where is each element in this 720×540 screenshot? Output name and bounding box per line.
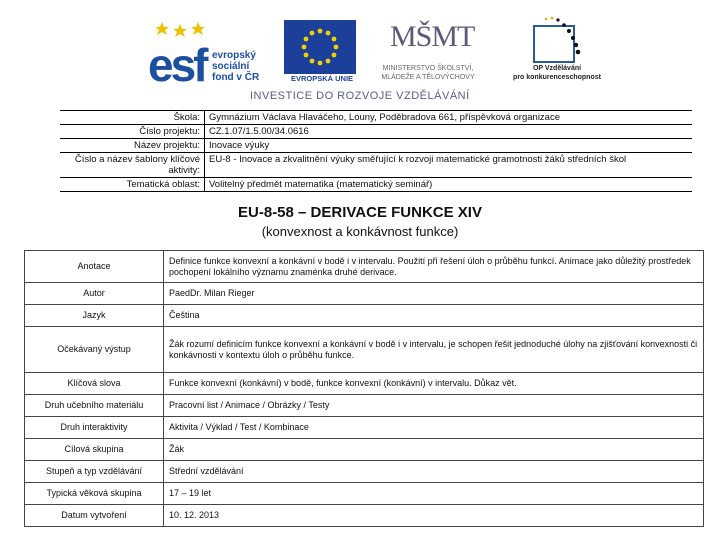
table-row (60, 111, 692, 125)
table-row (25, 483, 704, 505)
opvk-caption (494, 64, 620, 82)
info-label: Číslo a název šablony klíčové aktivity: (60, 153, 205, 178)
table-row (25, 417, 704, 439)
esf-logo (148, 20, 278, 91)
meta-value: Žák (164, 439, 704, 461)
info-label: Číslo projektu: (60, 125, 205, 139)
esf-caption (212, 50, 259, 83)
esf-line: sociální (212, 61, 250, 72)
esf-line: fond v ČR (212, 72, 260, 83)
meta-value: Funkce konvexní (konkávní) v bodě, funkce konvexní (konkávní) v intervalu. Důkaz vět. (164, 373, 704, 395)
metadata-table (24, 250, 704, 527)
table-row (25, 461, 704, 483)
info-label: Tematická oblast: (60, 178, 205, 192)
invest-slogan: INVESTICE DO ROZVOJE VZDĚLÁVÁNÍ (250, 90, 470, 102)
table-row (25, 505, 704, 527)
info-label: Škola: (60, 111, 205, 125)
table-row (60, 178, 692, 192)
meta-label: Stupeň a typ vzdělávání (25, 461, 164, 483)
meta-value: 17 – 19 let (164, 483, 704, 505)
esf-letters: esf (148, 39, 206, 91)
msmt-line: MLÁDEŽE A TĚLOVÝCHOVY (381, 74, 475, 81)
meta-label: Typická věková skupina (25, 483, 164, 505)
meta-value: Čeština (164, 305, 704, 327)
msmt-line: MINISTERSTVO ŠKOLSTVÍ, (382, 65, 474, 72)
eu-flag-icon (284, 20, 356, 74)
meta-value: Aktivita / Výklad / Test / Kombinace (164, 417, 704, 439)
table-row (25, 251, 704, 283)
table-row (25, 439, 704, 461)
table-row (60, 153, 692, 178)
meta-value: Pracovní list / Animace / Obrázky / Testy (164, 395, 704, 417)
meta-label: Očekávaný výstup (25, 327, 164, 373)
table-row (25, 395, 704, 417)
opvk-line: pro konkurenceschopnost (513, 74, 601, 81)
meta-label: Druh interaktivity (25, 417, 164, 439)
meta-label: Druh učebního materiálu (25, 395, 164, 417)
meta-value: PaedDr. Milan Rieger (164, 283, 704, 305)
info-value: Inovace výuky (209, 140, 270, 151)
table-row (25, 373, 704, 395)
table-row (25, 327, 704, 373)
meta-label: Datum vytvoření (25, 505, 164, 527)
table-row (60, 125, 692, 139)
info-value: CZ.1.07/1.5.00/34.0616 (209, 126, 309, 137)
project-info-table (60, 110, 692, 192)
msmt-letters: MŠMT (390, 20, 475, 53)
info-value: Volitelný předmět matematika (matematický seminář) (209, 179, 433, 190)
meta-value: 10. 12. 2013 (164, 505, 704, 527)
table-row (60, 139, 692, 153)
info-value: EU-8 - Inovace a zkvalitnění výuky směřující k rozvoji matematické gramotnosti žáků středních škol (209, 154, 627, 165)
opvk-line: OP Vzdělávání (532, 65, 582, 72)
logo-banner (140, 12, 680, 108)
page-subtitle: (konvexnost a konkávnost funkce) (261, 224, 459, 239)
meta-value: Střední vzdělávání (164, 461, 704, 483)
info-label: Název projektu: (60, 139, 205, 153)
esf-stars-icon (156, 20, 216, 40)
eu-caption: EVROPSKÁ UNIE (290, 74, 354, 83)
meta-label: Jazyk (25, 305, 164, 327)
meta-label: Anotace (25, 251, 164, 283)
page-title: EU-8-58 – DERIVACE FUNKCE XIV (238, 204, 482, 221)
meta-value: Žák rozumí definicím funkce konvexní a konkávní v bodě i v intervalu, je schopen řešit jednoduché úlohy na zjišťování konvexnosti či konkávnosti v kontextu úloh o průběhu funkce. (164, 327, 704, 373)
table-row (25, 283, 704, 305)
meta-label: Cílová skupina (25, 439, 164, 461)
msmt-caption (362, 64, 494, 82)
info-value: Gymnázium Václava Hlaváčeho, Louny, Poděbradova 661, příspěvková organizace (209, 112, 560, 123)
esf-line: evropský (212, 50, 256, 61)
table-row (25, 305, 704, 327)
meta-label: Klíčová slova (25, 373, 164, 395)
meta-value: Definice funkce konvexní a konkávní v bodě i v intervalu. Použití při řešení úloh o průběhu funkcí. Animace jako důležitý prostředek pochopení lokálního významu znaménka druhé derivace. (164, 251, 704, 283)
meta-label: Autor (25, 283, 164, 305)
